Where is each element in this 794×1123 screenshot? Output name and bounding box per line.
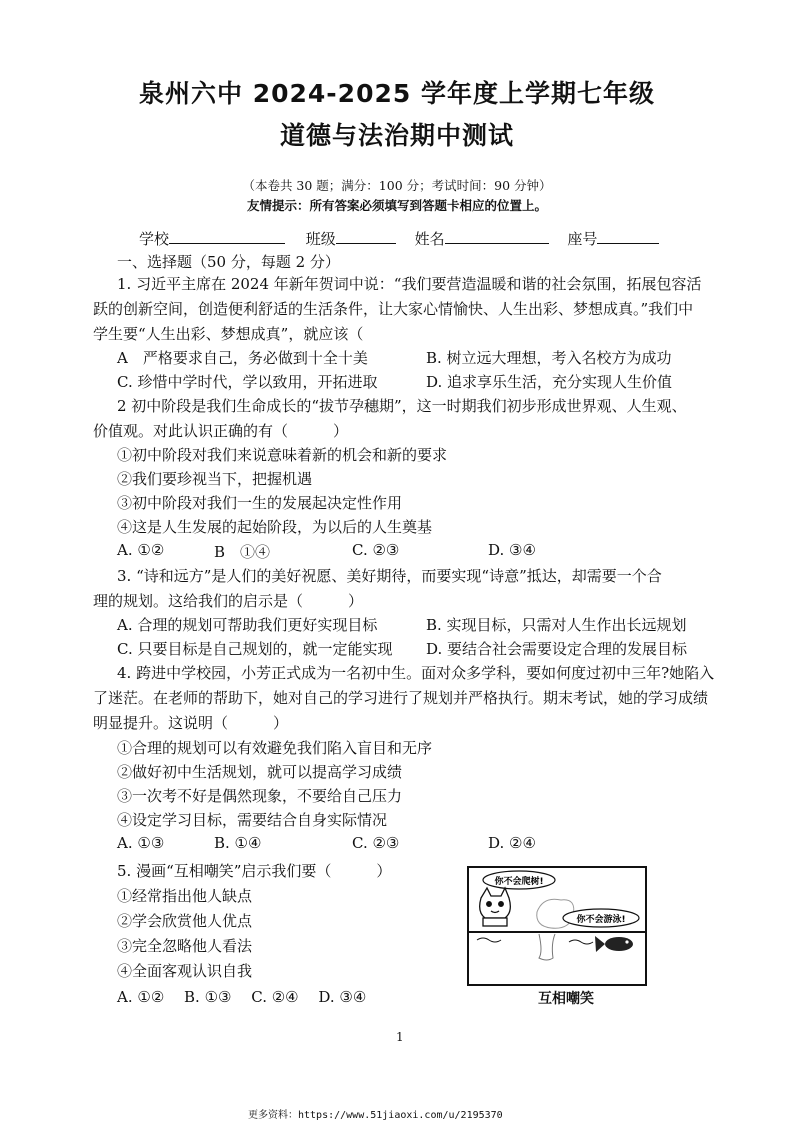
q2-statement-2: ②我们要珍视当下，把握机遇 <box>117 470 313 488</box>
q5-statement-3: ③完全忽略他人看法 <box>117 937 253 955</box>
q5-statement-1: ①经常指出他人缺点 <box>117 887 253 905</box>
q2-statement-4: ④这是人生发展的起始阶段，为以后的人生奠基 <box>117 518 433 536</box>
q1-line2: 跃的创新空间，创造便利舒适的生活条件，让大家心情愉快、人生出彩、梦想成真。”我们中 <box>93 300 694 318</box>
bubble-right-text: 你不会游泳! <box>576 915 626 925</box>
q1-option-c: C. 珍惜中学时代，学以致用，开拓进取 <box>117 373 378 391</box>
q1-option-b: B. 树立远大理想，考入名校方为成功 <box>426 349 672 367</box>
q1-option-d: D. 追求享乐生活，充分实现人生价值 <box>426 373 673 391</box>
q2-line1: 2 初中阶段是我们生命成长的“拔节孕穗期”，这一时期我们初步形成世界观、人生观、 <box>117 397 687 415</box>
q4-option-b: B. ①④ <box>214 834 262 852</box>
q4-line3: 明显提升。这说明（ ） <box>93 714 289 732</box>
q4-option-a: A. ①③ <box>117 834 165 852</box>
name-label: 姓名 <box>414 230 445 248</box>
seat-field[interactable] <box>597 229 659 244</box>
page-number: 1 <box>396 1030 404 1044</box>
cartoon-drawing <box>469 868 645 984</box>
cartoon-panel <box>467 866 647 986</box>
q5-statement-4: ④全面客观认识自我 <box>117 962 253 980</box>
school-label: 学校 <box>139 230 170 248</box>
q4-statement-2: ②做好初中生活规划，就可以提高学习成绩 <box>117 763 403 781</box>
school-field[interactable] <box>169 229 285 244</box>
q2-option-c: C. ②③ <box>352 541 400 559</box>
q4-statement-1: ①合理的规划可以有效避免我们陷入盲目和无序 <box>117 739 433 757</box>
q5-statement-2: ②学会欣赏他人优点 <box>117 912 253 930</box>
exam-title-line1: 泉州六中 2024-2025 学年度上学期七年级 <box>139 79 655 108</box>
exam-info: （本卷共 30 题；满分：100 分；考试时间：90 分钟） <box>242 178 552 193</box>
q2-option-d: D. ③④ <box>488 541 536 559</box>
q1-line3: 学生要“人生出彩、梦想成真”，就应该（ <box>93 325 364 343</box>
q1-line1: 1. 习近平主席在 2024 年新年贺词中说：“我们要营造温暖和谐的社会氛围，拓展包容活 <box>117 275 702 293</box>
fish-icon <box>595 936 633 952</box>
footer-link[interactable]: 更多资料：https://www.51jiaoxi.com/u/2195370 <box>248 1110 503 1121</box>
class-field[interactable] <box>336 229 396 244</box>
q5-options: A. ①② B. ①③ C. ②④ D. ③④ <box>117 988 367 1006</box>
friendly-tip: 友情提示：所有答案必须填写到答题卡相应的位置上。 <box>246 198 547 213</box>
student-info-row <box>139 228 659 249</box>
q4-statement-4: ④设定学习目标，需要结合自身实际情况 <box>117 811 388 829</box>
name-field[interactable] <box>445 229 549 244</box>
q3-option-c: C. 只要目标是自己规划的，就一定能实现 <box>117 640 393 658</box>
q4-line1: 4. 跨进中学校园，小芳正式成为一名初中生。面对众多学科，要如何度过初中三年?她陷入 <box>117 664 715 682</box>
section-heading: 一、选择题（50 分，每题 2 分） <box>117 253 340 271</box>
q4-line2: 了迷茫。在老师的帮助下，她对自己的学习进行了规划并严格执行。期末考试，她的学习成绩 <box>93 689 709 707</box>
q2-statement-3: ③初中阶段对我们一生的发展起决定性作用 <box>117 494 403 512</box>
class-label: 班级 <box>305 230 336 248</box>
q3-option-a: A. 合理的规划可帮助我们更好实现目标 <box>117 616 378 634</box>
bubble-left-text: 你不会爬树! <box>494 877 544 887</box>
q3-option-d: D. 要结合社会需要设定合理的发展目标 <box>426 640 688 658</box>
q4-statement-3: ③一次考不好是偶然现象，不要给自己压力 <box>117 787 403 805</box>
cat-icon <box>480 888 511 926</box>
exam-title-line2: 道德与法治期中测试 <box>279 121 514 150</box>
q3-line1: 3. “诗和远方”是人们的美好祝愿、美好期待，而要实现“诗意”抵达，却需要一个合 <box>117 567 662 585</box>
q1-option-a: A 严格要求自己，务必做到十全十美 <box>117 349 368 367</box>
q5-line1: 5. 漫画“互相嘲笑”启示我们要（ ） <box>117 862 392 880</box>
q3-option-b: B. 实现目标，只需对人生作出长远规划 <box>426 616 687 634</box>
seat-label: 座号 <box>567 230 598 248</box>
q2-option-b: B ①④ <box>214 543 271 561</box>
q4-option-c: C. ②③ <box>352 834 400 852</box>
cartoon-caption: 互相嘲笑 <box>538 991 594 1007</box>
q4-option-d: D. ②④ <box>488 834 536 852</box>
q3-line2: 理的规划。这给我们的启示是（ ） <box>93 592 364 610</box>
q2-statement-1: ①初中阶段对我们来说意味着新的机会和新的要求 <box>117 446 448 464</box>
q2-option-a: A. ①② <box>117 541 165 559</box>
q2-line2: 价值观。对此认识正确的有（ ） <box>93 422 349 440</box>
